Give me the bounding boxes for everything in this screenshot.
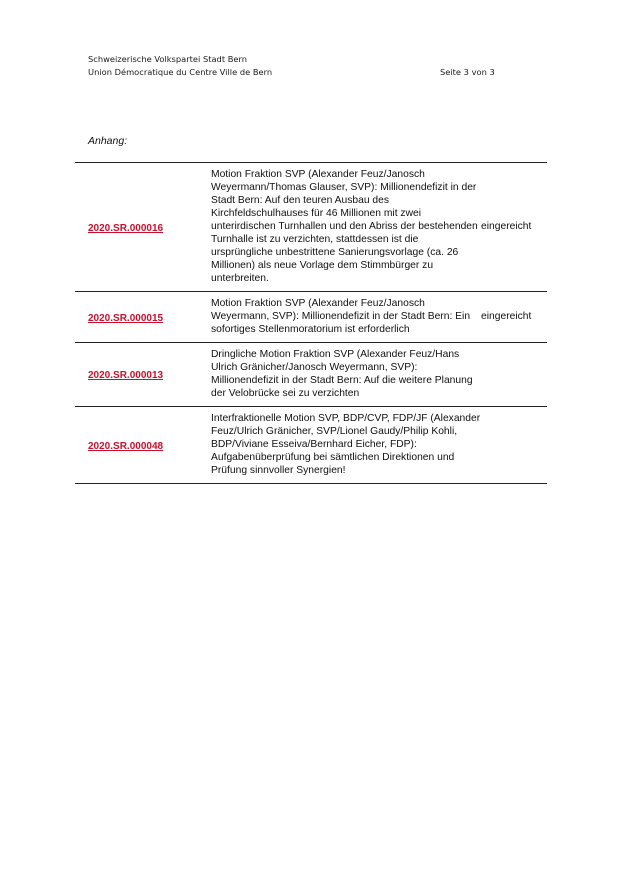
table-row [75,292,547,343]
business-link[interactable]: 2020.SR.000016 [88,222,164,234]
description-cell: Motion Fraktion SVP (Alexander Feuz/Janosch Weyermann, SVP): Millionendefizit in der Stadt Bern: Ein sofortiges Stellenmoratorium ist erforderlich [211,292,481,343]
description-cell: Motion Fraktion SVP (Alexander Feuz/Janosch Weyermann/Thomas Glauser, SVP): Millionendefizit in der Stadt Bern: Auf den teuren Ausbau des Kirchfeldschulhauses für 46 Millionen mit zwei unterirdischen Turnhallen und den Abriss der bestehenden Turnhalle ist zu verzichten, stattdessen ist die ursprüngliche unbestrittene Sanierungsvorlage (ca. 26 Millionen) als neue Vorlage dem Stimmbürger zu unterbreiten. [211,163,481,292]
table-row [75,163,547,292]
id-cell [75,343,211,407]
party-name-de: Schweizerische Volkspartei Stadt Bern [88,54,248,64]
page-number: Seite 3 von 3 [440,67,495,77]
table-row [75,343,547,407]
id-cell [75,292,211,343]
description-cell: Interfraktionelle Motion SVP, BDP/CVP, FDP/JF (Alexander Feuz/Ulrich Gränicher, SVP/Lionel Gaudy/Philip Kohli, BDP/Viviane Esseiva/Bernhard Eicher, FDP): Aufgabenüberprüfung bei sämtlichen Direktionen und Prüfung sinnvoller Synergien! [211,407,481,484]
status-cell [481,343,547,407]
party-name-fr: Union Démocratique du Centre Ville de Bern [88,67,273,77]
id-cell [75,407,211,484]
table-row [75,407,547,484]
status-cell: eingereicht [481,163,547,292]
business-link[interactable]: 2020.SR.000048 [88,440,164,452]
annex-table [75,162,547,484]
annex-title: Anhang: [88,135,128,147]
status-cell: eingereicht [481,292,547,343]
page-header [88,53,508,79]
status-cell [481,407,547,484]
business-link[interactable]: 2020.SR.000013 [88,370,164,381]
id-cell [75,163,211,292]
header-line-2 [88,66,508,79]
description-cell: Dringliche Motion Fraktion SVP (Alexander Feuz/Hans Ulrich Gränicher/Janosch Weyermann, SVP): Millionendefizit in der Stadt Bern: Auf die weitere Planung der Velobrücke sei zu verzichten [211,343,481,407]
business-link[interactable]: 2020.SR.000015 [88,312,164,324]
